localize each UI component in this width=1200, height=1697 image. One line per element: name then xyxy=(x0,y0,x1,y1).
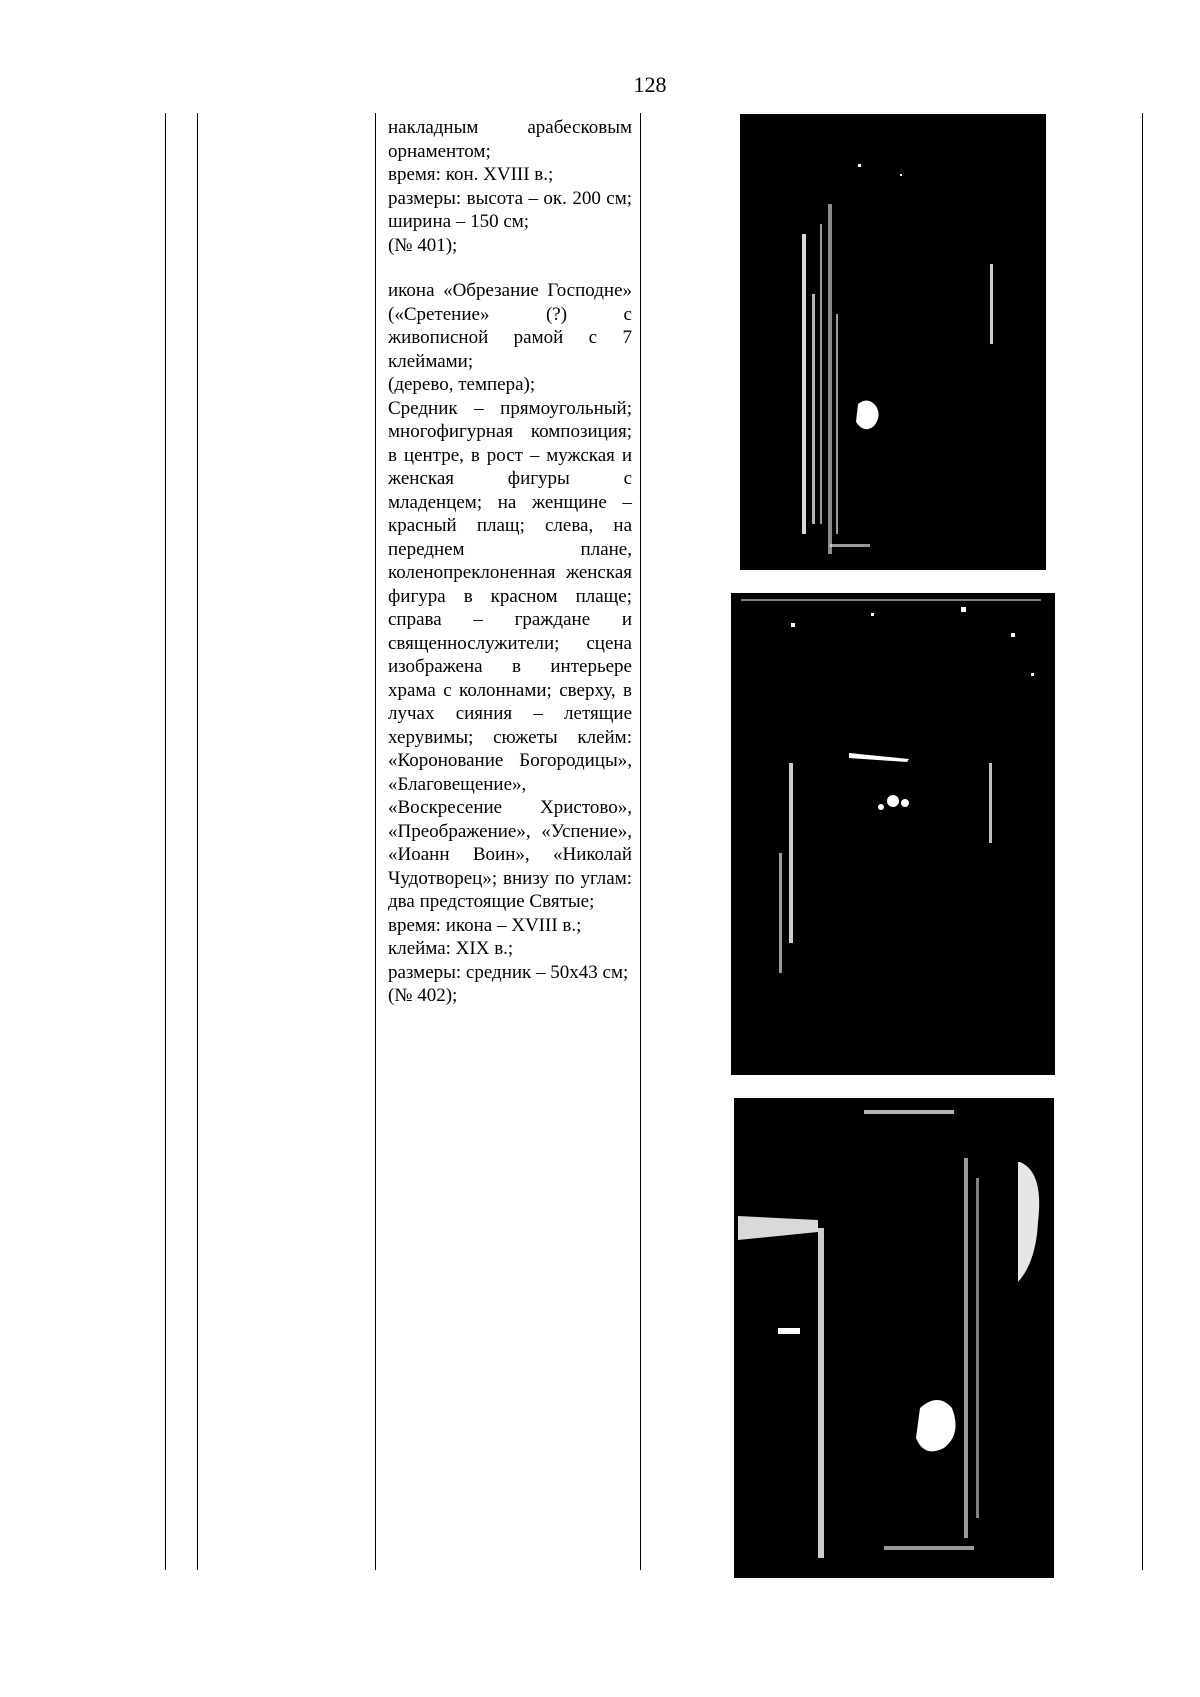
photo-icon-detail xyxy=(734,1098,1054,1578)
entry-line: размеры: средник – 50x43 см; xyxy=(388,961,629,983)
entry-line: Средник – прямоугольный; многофигурная композиция; в центре, в рост – мужская и женская фигуры с младенцем; на женщине – красный плащ; слева, на переднем плане, коленопреклоненная женская фигура в красном плаще; справа – граждане и священнослужители; сцена изображена в интерьере храма с колоннами; сверху, в лучах сияния – летящие херувимы; сюжеты клейм: «Коронование Богородицы», «Благовещение», «Воскресение Христово», «Преображение», «Успение», «Иоанн Воин», «Николай Чудотворец»; внизу по углам: два предстоящие Святые; xyxy=(388,397,632,912)
catalog-entry-402 xyxy=(388,279,632,1008)
entry-line: накладным арабесковым орнаментом; xyxy=(388,117,632,162)
description-column xyxy=(388,116,632,1008)
table-border-text-right xyxy=(640,113,641,1570)
entry-line: клейма: XIX в.; xyxy=(388,938,514,959)
photo-iconostasis-frame xyxy=(740,114,1046,570)
entry-line: размеры: высота – ок. 200 см; ширина – 150 см; xyxy=(388,187,632,232)
entry-line: икона «Обрезание Господне» («Сретение» (?) с живописной рамой с 7 клеймами; xyxy=(388,280,632,372)
entry-line: время: кон. XVIII в.; xyxy=(388,164,554,185)
table-border-left-outer xyxy=(165,113,166,1570)
table-border-left-inner xyxy=(197,113,198,1570)
photo-icon-presentation xyxy=(731,593,1055,1075)
entry-line: (№ 401); xyxy=(388,234,458,256)
table-border-right xyxy=(1142,113,1143,1570)
table-border-text-left xyxy=(375,113,376,1570)
entry-line: время: икона – XVIII в.; xyxy=(388,914,582,936)
page-number: 128 xyxy=(633,72,667,97)
catalog-entry-401 xyxy=(388,116,632,257)
entry-line: (дерево, темпера); xyxy=(388,374,536,395)
entry-line: (№ 402); xyxy=(388,985,458,1006)
